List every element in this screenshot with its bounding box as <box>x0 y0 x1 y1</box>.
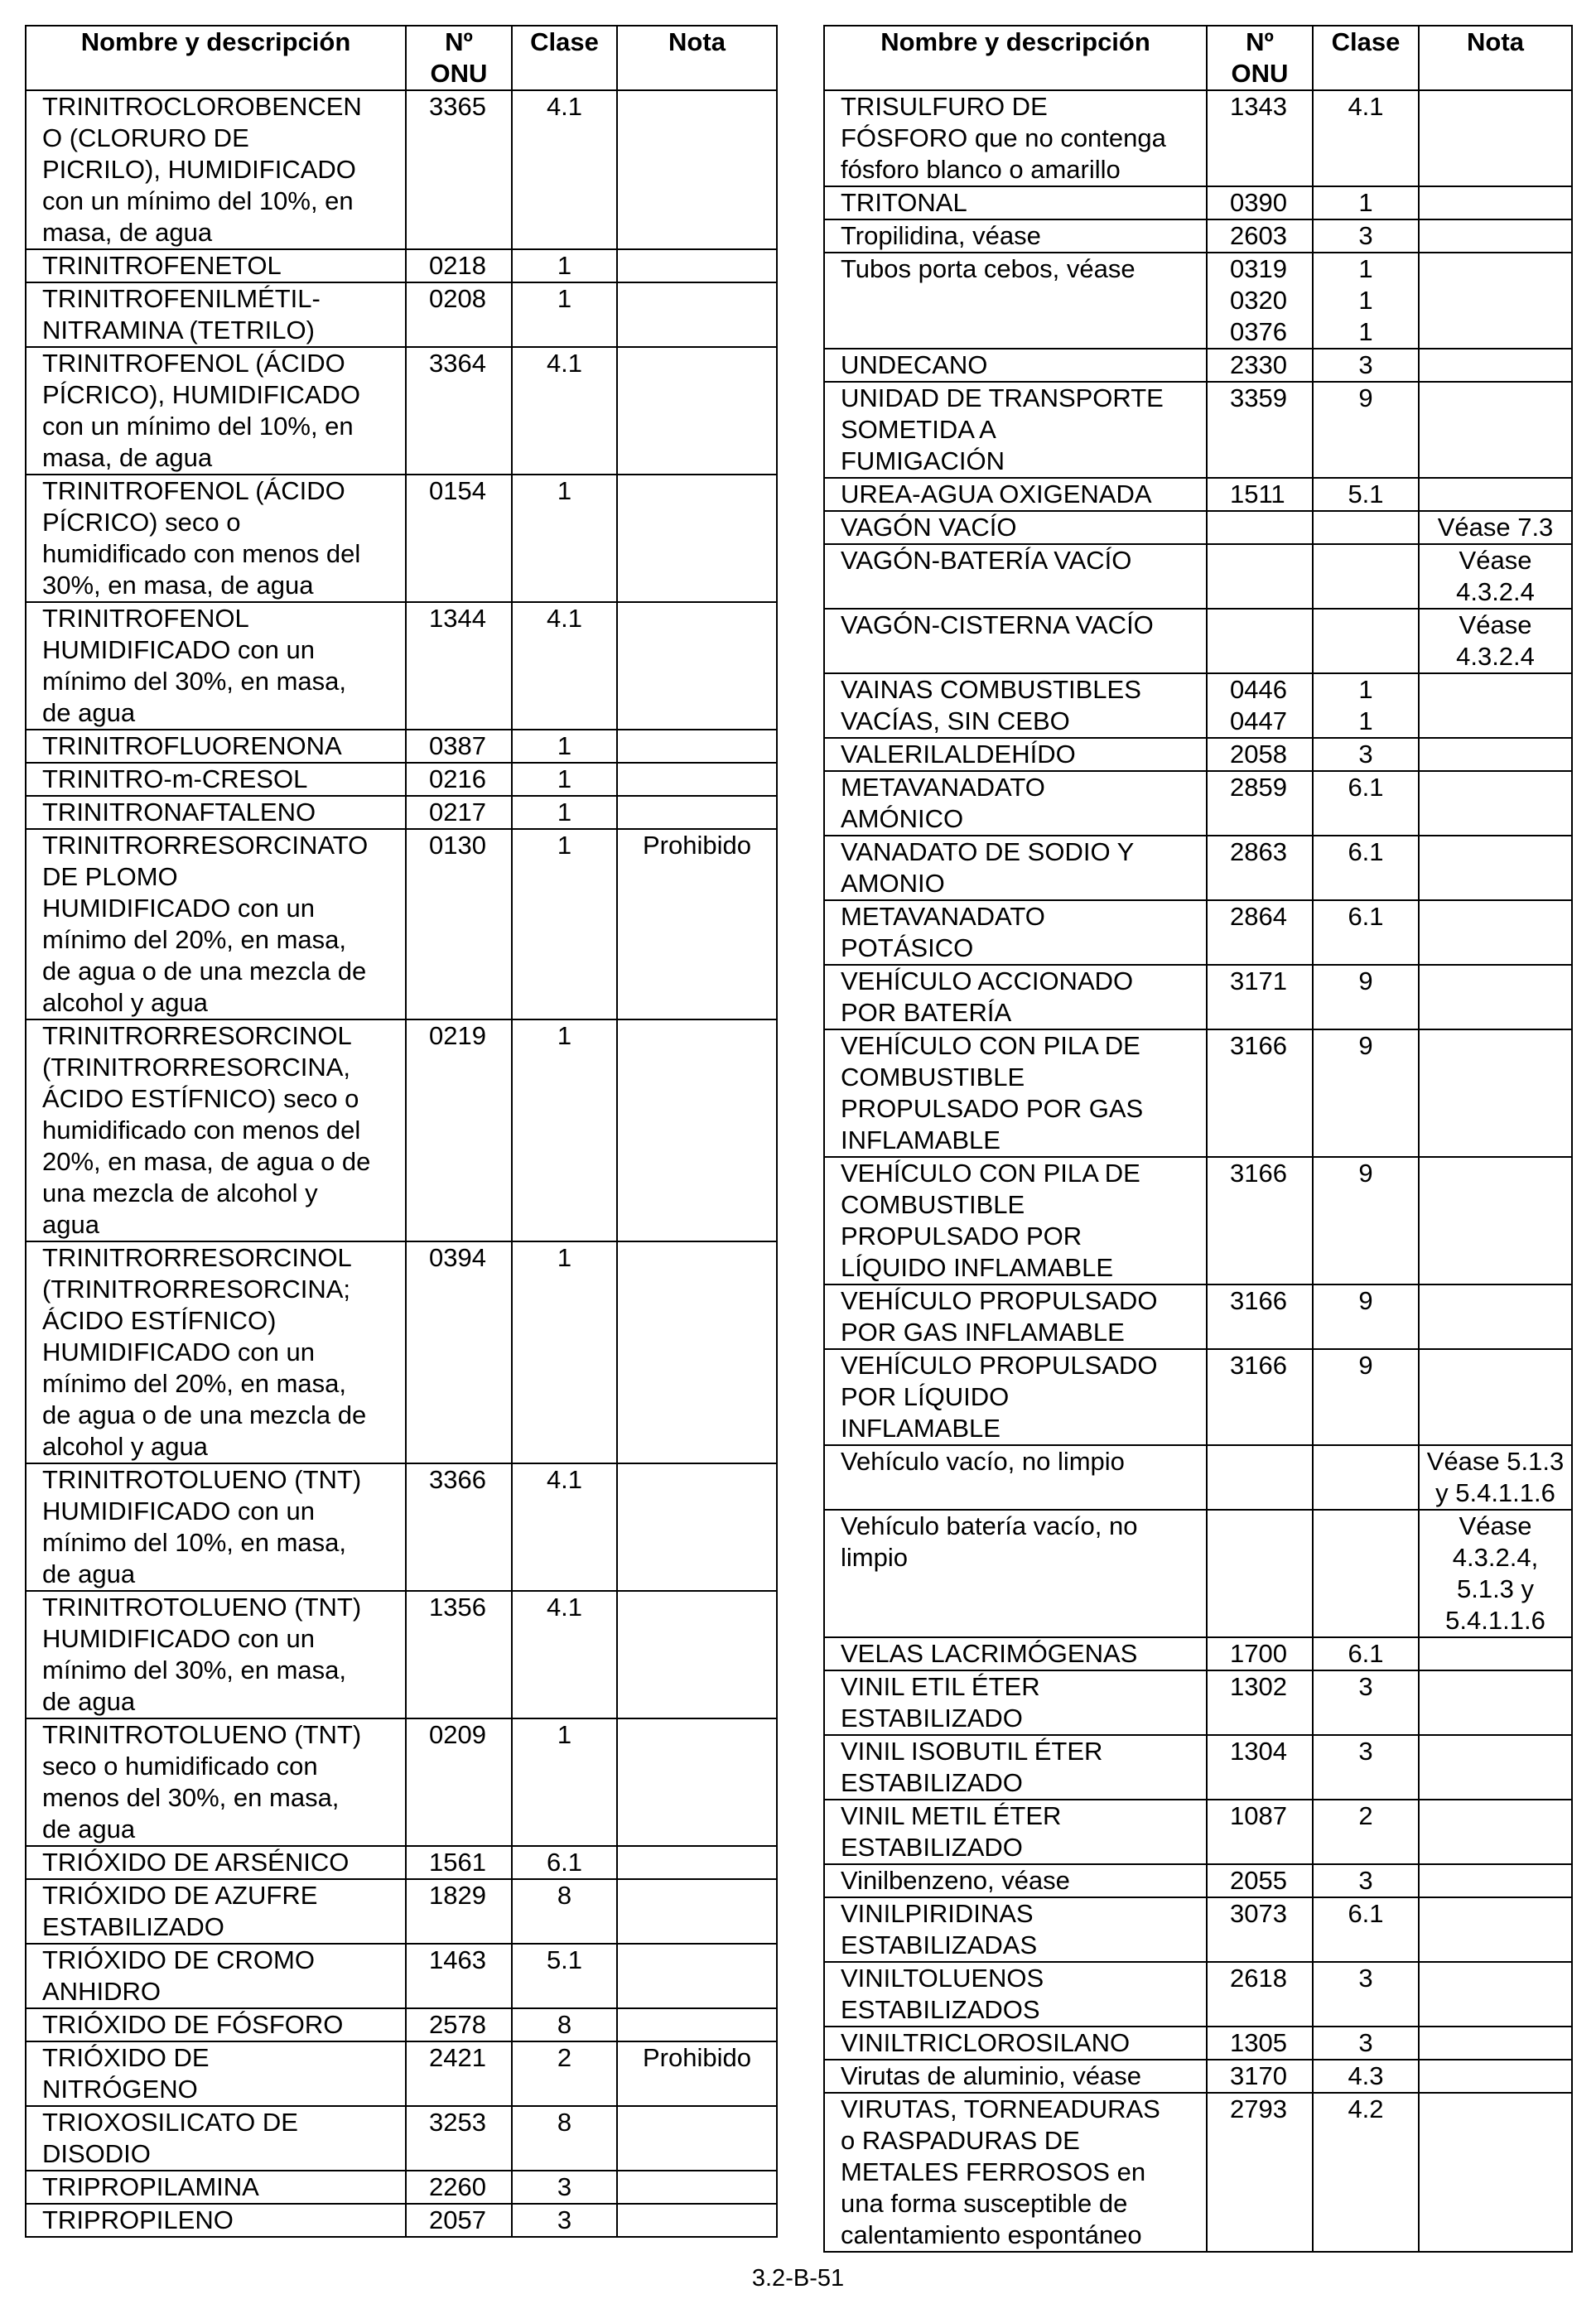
substance-name: TRINITRONAFTALENO <box>26 796 406 829</box>
hazard-class: 6.1 <box>1313 1897 1419 1962</box>
un-number: 3073 <box>1207 1897 1313 1962</box>
substance-name: VELAS LACRIMÓGENAS <box>824 1637 1207 1670</box>
substance-name: VALERILALDEHÍDO <box>824 738 1207 771</box>
hazard-class: 8 <box>512 2106 617 2171</box>
note <box>617 763 777 796</box>
hazard-class: 6.1 <box>1313 836 1419 900</box>
table-row <box>26 796 777 829</box>
un-number: 3253 <box>406 2106 512 2171</box>
substance-name: TRINITROTOLUENO (TNT) seco o humidificado con menos del 30%, en masa, de agua <box>26 1718 406 1846</box>
hazard-class: 2 <box>1313 1800 1419 1864</box>
table-header-row <box>26 26 777 90</box>
substance-name: TRIÓXIDO DE NITRÓGENO <box>26 2041 406 2106</box>
note <box>1419 1157 1572 1284</box>
note <box>617 796 777 829</box>
table-body-left <box>26 90 777 2237</box>
note <box>1419 1029 1572 1157</box>
hazard-class: 9 <box>1313 1157 1419 1284</box>
table-row <box>824 1510 1572 1637</box>
note: Véase 7.3 <box>1419 511 1572 544</box>
substance-name: TRITONAL <box>824 186 1207 219</box>
un-number <box>1207 609 1313 673</box>
header-class: Clase <box>512 26 617 90</box>
table-row <box>824 1637 1572 1670</box>
note <box>617 2171 777 2204</box>
substance-name: VINILTOLUENOS ESTABILIZADOS <box>824 1962 1207 2027</box>
note <box>1419 1800 1572 1864</box>
note <box>1419 1637 1572 1670</box>
substance-name: VANADATO DE SODIO Y AMONIO <box>824 836 1207 900</box>
un-number: 0209 <box>406 1718 512 1846</box>
hazard-class: 8 <box>512 1879 617 1944</box>
table-row <box>824 382 1572 478</box>
un-number: 0390 <box>1207 186 1313 219</box>
table-row <box>824 349 1572 382</box>
un-number: 2330 <box>1207 349 1313 382</box>
substance-name: VEHÍCULO ACCIONADO POR BATERÍA <box>824 965 1207 1029</box>
hazard-class: 4.1 <box>1313 90 1419 186</box>
un-number: 1829 <box>406 1879 512 1944</box>
substance-name: VEHÍCULO CON PILA DE COMBUSTIBLE PROPULSADO POR LÍQUIDO INFLAMABLE <box>824 1157 1207 1284</box>
note <box>617 1944 777 2008</box>
note <box>1419 1897 1572 1962</box>
note <box>617 1879 777 1944</box>
note <box>617 282 777 347</box>
table-row <box>824 771 1572 836</box>
hazard-class <box>1313 1445 1419 1510</box>
note <box>617 2008 777 2041</box>
un-number: 2864 <box>1207 900 1313 965</box>
note <box>1419 90 1572 186</box>
table-row <box>824 609 1572 673</box>
un-number: 0219 <box>406 1019 512 1241</box>
note <box>617 1718 777 1846</box>
substance-name: VINIL ETIL ÉTER ESTABILIZADO <box>824 1670 1207 1735</box>
table-row <box>26 1019 777 1241</box>
hazard-class: 4.1 <box>512 1591 617 1718</box>
hazard-class: 9 <box>1313 382 1419 478</box>
hazard-class: 6.1 <box>1313 1637 1419 1670</box>
table-row <box>824 2060 1572 2093</box>
table-row <box>824 2093 1572 2252</box>
hazard-class: 1 1 <box>1313 673 1419 738</box>
table-row <box>26 475 777 602</box>
substance-name: TRINITRORRESORCINOL (TRINITRORRESORCINA; ÁCIDO ESTÍFNICO) HUMIDIFICADO con un mínimo del 20%, en masa, de agua o de una mezcla de alcohol y agua <box>26 1241 406 1463</box>
hazard-class: 3 <box>1313 738 1419 771</box>
un-number <box>1207 1445 1313 1510</box>
substance-name: TRINITROTOLUENO (TNT) HUMIDIFICADO con un mínimo del 30%, en masa, de agua <box>26 1591 406 1718</box>
table-row <box>824 544 1572 609</box>
hazard-class: 3 <box>512 2204 617 2237</box>
header-un-number: Nº ONU <box>1207 26 1313 90</box>
table-row <box>824 1349 1572 1445</box>
hazard-class: 1 <box>512 1019 617 1241</box>
substance-name: TRIÓXIDO DE ARSÉNICO <box>26 1846 406 1879</box>
substance-name: METAVANADATO AMÓNICO <box>824 771 1207 836</box>
note <box>1419 2093 1572 2252</box>
table-row <box>26 2041 777 2106</box>
hazard-class: 4.1 <box>512 602 617 730</box>
table-row <box>26 2171 777 2204</box>
un-number <box>1207 511 1313 544</box>
hazard-class: 3 <box>1313 1670 1419 1735</box>
table-row <box>26 1463 777 1591</box>
note <box>1419 836 1572 900</box>
un-number: 0319 0320 0376 <box>1207 253 1313 349</box>
substance-name: VAGÓN-CISTERNA VACÍO <box>824 609 1207 673</box>
un-number: 2859 <box>1207 771 1313 836</box>
un-number: 0208 <box>406 282 512 347</box>
note <box>1419 186 1572 219</box>
substance-name: TRISULFURO DE FÓSFORO que no contenga fósforo blanco o amarillo <box>824 90 1207 186</box>
un-number: 2057 <box>406 2204 512 2237</box>
hazard-class: 9 <box>1313 965 1419 1029</box>
hazard-class: 1 <box>512 249 617 282</box>
header-name: Nombre y descripción <box>824 26 1207 90</box>
substance-name: TRIÓXIDO DE CROMO ANHIDRO <box>26 1944 406 2008</box>
header-note: Nota <box>1419 26 1572 90</box>
table-row <box>824 478 1572 511</box>
note <box>617 2106 777 2171</box>
note <box>1419 900 1572 965</box>
table-row <box>824 1962 1572 2027</box>
note <box>1419 2027 1572 2060</box>
table-row <box>824 738 1572 771</box>
hazard-class: 3 <box>1313 349 1419 382</box>
un-number: 1463 <box>406 1944 512 2008</box>
table-row <box>824 219 1572 253</box>
un-number: 3166 <box>1207 1284 1313 1349</box>
table-row <box>26 730 777 763</box>
table-row <box>26 1879 777 1944</box>
table-row <box>26 1718 777 1846</box>
substance-name: TRIÓXIDO DE AZUFRE ESTABILIZADO <box>26 1879 406 1944</box>
note <box>1419 1864 1572 1897</box>
note <box>1419 1735 1572 1800</box>
hazard-class: 1 <box>512 475 617 602</box>
table-row <box>824 90 1572 186</box>
table-row <box>26 829 777 1019</box>
hazard-class: 6.1 <box>512 1846 617 1879</box>
hazard-class: 8 <box>512 2008 617 2041</box>
note <box>1419 738 1572 771</box>
table-row <box>824 1445 1572 1510</box>
note <box>617 1846 777 1879</box>
substance-name: TRINITROFENILMÉTIL- NITRAMINA (TETRILO) <box>26 282 406 347</box>
substance-name: VIRUTAS, TORNEADURAS o RASPADURAS DE METALES FERROSOS en una forma susceptible de calentamiento espontáneo <box>824 2093 1207 2252</box>
un-number: 2421 <box>406 2041 512 2106</box>
hazard-class: 1 <box>512 730 617 763</box>
un-number: 1305 <box>1207 2027 1313 2060</box>
un-number: 2618 <box>1207 1962 1313 2027</box>
un-number <box>1207 1510 1313 1637</box>
hazard-class <box>1313 609 1419 673</box>
substance-name: TRINITROFENOL (ÁCIDO PÍCRICO), HUMIDIFICADO con un mínimo del 10%, en masa, de agua <box>26 347 406 475</box>
hazard-class: 5.1 <box>1313 478 1419 511</box>
substance-name: TRINITROCLOROBENCEN O (CLORURO DE PICRILO), HUMIDIFICADO con un mínimo del 10%, en masa, de agua <box>26 90 406 249</box>
un-number: 1087 <box>1207 1800 1313 1864</box>
note <box>617 1591 777 1718</box>
table-row <box>824 253 1572 349</box>
un-number: 1344 <box>406 602 512 730</box>
hazard-class: 9 <box>1313 1284 1419 1349</box>
substance-name: TRINITROFENOL (ÁCIDO PÍCRICO) seco o humidificado con menos del 30%, en masa, de agua <box>26 475 406 602</box>
table-row <box>824 1800 1572 1864</box>
note <box>617 2204 777 2237</box>
table-row <box>26 2106 777 2171</box>
hazard-class: 6.1 <box>1313 900 1419 965</box>
substance-name: VAGÓN-BATERÍA VACÍO <box>824 544 1207 609</box>
substance-name: TRINITRORRESORCINATO DE PLOMO HUMIDIFICADO con un mínimo del 20%, en masa, de agua o de una mezcla de alcohol y agua <box>26 829 406 1019</box>
note <box>1419 1962 1572 2027</box>
un-number: 2578 <box>406 2008 512 2041</box>
table-row <box>824 511 1572 544</box>
substance-name: TRINITROTOLUENO (TNT) HUMIDIFICADO con un mínimo del 10%, en masa, de agua <box>26 1463 406 1591</box>
un-number: 3359 <box>1207 382 1313 478</box>
hazard-class: 1 <box>512 1718 617 1846</box>
note <box>1419 478 1572 511</box>
hazard-class: 3 <box>512 2171 617 2204</box>
note <box>1419 219 1572 253</box>
table-row <box>824 186 1572 219</box>
hazard-class: 5.1 <box>512 1944 617 2008</box>
table-row <box>824 1284 1572 1349</box>
table-row <box>26 1591 777 1718</box>
substance-name: TRINITRORRESORCINOL (TRINITRORRESORCINA, ÁCIDO ESTÍFNICO) seco o humidificado con menos del 20%, en masa, de agua o de una mezcla de alcohol y agua <box>26 1019 406 1241</box>
substance-name: Vehículo vacío, no limpio <box>824 1445 1207 1510</box>
note: Véase 5.1.3 y 5.4.1.1.6 <box>1419 1445 1572 1510</box>
hazard-class <box>1313 511 1419 544</box>
hazard-class <box>1313 1510 1419 1637</box>
hazard-class: 4.1 <box>512 90 617 249</box>
table-row <box>824 1897 1572 1962</box>
un-number: 2260 <box>406 2171 512 2204</box>
note <box>1419 2060 1572 2093</box>
note <box>617 602 777 730</box>
substance-name: Tropilidina, véase <box>824 219 1207 253</box>
table-row <box>26 1846 777 1879</box>
table-row <box>26 2008 777 2041</box>
note <box>617 730 777 763</box>
hazard-class: 9 <box>1313 1349 1419 1445</box>
table-row <box>26 602 777 730</box>
substance-name: UREA-AGUA OXIGENADA <box>824 478 1207 511</box>
table-row <box>26 1241 777 1463</box>
un-number: 1700 <box>1207 1637 1313 1670</box>
table-row <box>824 1157 1572 1284</box>
table-header-row <box>824 26 1572 90</box>
un-number: 0217 <box>406 796 512 829</box>
header-note: Nota <box>617 26 777 90</box>
note <box>617 1241 777 1463</box>
un-number: 3364 <box>406 347 512 475</box>
hazard-class: 6.1 <box>1313 771 1419 836</box>
table-row <box>26 2204 777 2237</box>
substance-name: TRINITROFENETOL <box>26 249 406 282</box>
substance-name: VAGÓN VACÍO <box>824 511 1207 544</box>
un-number: 3171 <box>1207 965 1313 1029</box>
hazard-class: 3 <box>1313 1735 1419 1800</box>
un-number: 3166 <box>1207 1349 1313 1445</box>
note <box>1419 1670 1572 1735</box>
table-row <box>26 282 777 347</box>
note: Véase 4.3.2.4 <box>1419 544 1572 609</box>
un-number: 0130 <box>406 829 512 1019</box>
hazard-class: 1 1 1 <box>1313 253 1419 349</box>
hazard-class: 4.2 <box>1313 2093 1419 2252</box>
note <box>1419 382 1572 478</box>
hazard-class: 3 <box>1313 219 1419 253</box>
table-row <box>26 90 777 249</box>
substance-name: VINIL METIL ÉTER ESTABILIZADO <box>824 1800 1207 1864</box>
substance-name: UNIDAD DE TRANSPORTE SOMETIDA A FUMIGACIÓN <box>824 382 1207 478</box>
un-number: 2055 <box>1207 1864 1313 1897</box>
substance-name: TRINITRO-m-CRESOL <box>26 763 406 796</box>
hazard-class: 1 <box>512 1241 617 1463</box>
note <box>1419 965 1572 1029</box>
note <box>617 90 777 249</box>
substance-name: METAVANADATO POTÁSICO <box>824 900 1207 965</box>
substance-name: Vinilbenzeno, véase <box>824 1864 1207 1897</box>
hazard-class: 1 <box>512 796 617 829</box>
un-number: 0218 <box>406 249 512 282</box>
un-number: 2863 <box>1207 836 1313 900</box>
un-number: 1561 <box>406 1846 512 1879</box>
substance-name: Vehículo batería vacío, no limpio <box>824 1510 1207 1637</box>
note <box>1419 673 1572 738</box>
table-row <box>824 965 1572 1029</box>
hazard-class: 2 <box>512 2041 617 2106</box>
substance-name: VINILPIRIDINAS ESTABILIZADAS <box>824 1897 1207 1962</box>
header-class: Clase <box>1313 26 1419 90</box>
note <box>1419 1284 1572 1349</box>
hazard-class: 1 <box>512 763 617 796</box>
table-row <box>824 900 1572 965</box>
substance-name: TRIPROPILAMINA <box>26 2171 406 2204</box>
un-number: 0394 <box>406 1241 512 1463</box>
hazard-class: 1 <box>1313 186 1419 219</box>
table-row <box>26 347 777 475</box>
dangerous-goods-table-left <box>25 25 778 2238</box>
note <box>617 347 777 475</box>
un-number: 3166 <box>1207 1029 1313 1157</box>
hazard-class: 1 <box>512 282 617 347</box>
un-number: 2058 <box>1207 738 1313 771</box>
note <box>617 1463 777 1591</box>
substance-name: TRIOXOSILICATO DE DISODIO <box>26 2106 406 2171</box>
table-row <box>26 763 777 796</box>
note <box>617 475 777 602</box>
note <box>1419 349 1572 382</box>
note <box>1419 771 1572 836</box>
table-row <box>824 1670 1572 1735</box>
un-number: 1304 <box>1207 1735 1313 1800</box>
un-number: 3166 <box>1207 1157 1313 1284</box>
dangerous-goods-table-right <box>823 25 1573 2253</box>
un-number: 3365 <box>406 90 512 249</box>
note: Véase 4.3.2.4 <box>1419 609 1572 673</box>
table-body-right <box>824 90 1572 2252</box>
note <box>617 249 777 282</box>
hazard-class: 1 <box>512 829 617 1019</box>
note: Prohibido <box>617 829 777 1019</box>
hazard-class: 4.1 <box>512 1463 617 1591</box>
substance-name: VINILTRICLOROSILANO <box>824 2027 1207 2060</box>
note: Prohibido <box>617 2041 777 2106</box>
substance-name: UNDECANO <box>824 349 1207 382</box>
note <box>1419 1349 1572 1445</box>
hazard-class: 4.1 <box>512 347 617 475</box>
un-number: 2793 <box>1207 2093 1313 2252</box>
substance-name: TRINITROFLUORENONA <box>26 730 406 763</box>
un-number <box>1207 544 1313 609</box>
un-number: 1343 <box>1207 90 1313 186</box>
hazard-class: 3 <box>1313 2027 1419 2060</box>
un-number: 3366 <box>406 1463 512 1591</box>
note <box>617 1019 777 1241</box>
hazard-class <box>1313 544 1419 609</box>
note <box>1419 253 1572 349</box>
un-number: 1356 <box>406 1591 512 1718</box>
table-row <box>824 2027 1572 2060</box>
un-number: 3170 <box>1207 2060 1313 2093</box>
un-number: 1511 <box>1207 478 1313 511</box>
substance-name: Tubos porta cebos, véase <box>824 253 1207 349</box>
substance-name: TRIÓXIDO DE FÓSFORO <box>26 2008 406 2041</box>
header-name: Nombre y descripción <box>26 26 406 90</box>
page-number: 3.2-B-51 <box>751 2265 845 2292</box>
un-number: 0154 <box>406 475 512 602</box>
un-number: 0216 <box>406 763 512 796</box>
header-un-number: Nº ONU <box>406 26 512 90</box>
substance-name: VAINAS COMBUSTIBLES VACÍAS, SIN CEBO <box>824 673 1207 738</box>
table-row <box>26 249 777 282</box>
table-row <box>824 1735 1572 1800</box>
table-row <box>824 673 1572 738</box>
hazard-class: 3 <box>1313 1962 1419 2027</box>
un-number: 0387 <box>406 730 512 763</box>
substance-name: VEHÍCULO CON PILA DE COMBUSTIBLE PROPULSADO POR GAS INFLAMABLE <box>824 1029 1207 1157</box>
un-number: 0446 0447 <box>1207 673 1313 738</box>
substance-name: VEHÍCULO PROPULSADO POR LÍQUIDO INFLAMABLE <box>824 1349 1207 1445</box>
hazard-class: 4.3 <box>1313 2060 1419 2093</box>
table-row <box>824 1864 1572 1897</box>
table-row <box>26 1944 777 2008</box>
substance-name: VINIL ISOBUTIL ÉTER ESTABILIZADO <box>824 1735 1207 1800</box>
table-row <box>824 1029 1572 1157</box>
note: Véase 4.3.2.4, 5.1.3 y 5.4.1.1.6 <box>1419 1510 1572 1637</box>
hazard-class: 9 <box>1313 1029 1419 1157</box>
un-number: 1302 <box>1207 1670 1313 1735</box>
substance-name: Virutas de aluminio, véase <box>824 2060 1207 2093</box>
un-number: 2603 <box>1207 219 1313 253</box>
substance-name: TRIPROPILENO <box>26 2204 406 2237</box>
hazard-class: 3 <box>1313 1864 1419 1897</box>
substance-name: TRINITROFENOL HUMIDIFICADO con un mínimo del 30%, en masa, de agua <box>26 602 406 730</box>
table-row <box>824 836 1572 900</box>
substance-name: VEHÍCULO PROPULSADO POR GAS INFLAMABLE <box>824 1284 1207 1349</box>
